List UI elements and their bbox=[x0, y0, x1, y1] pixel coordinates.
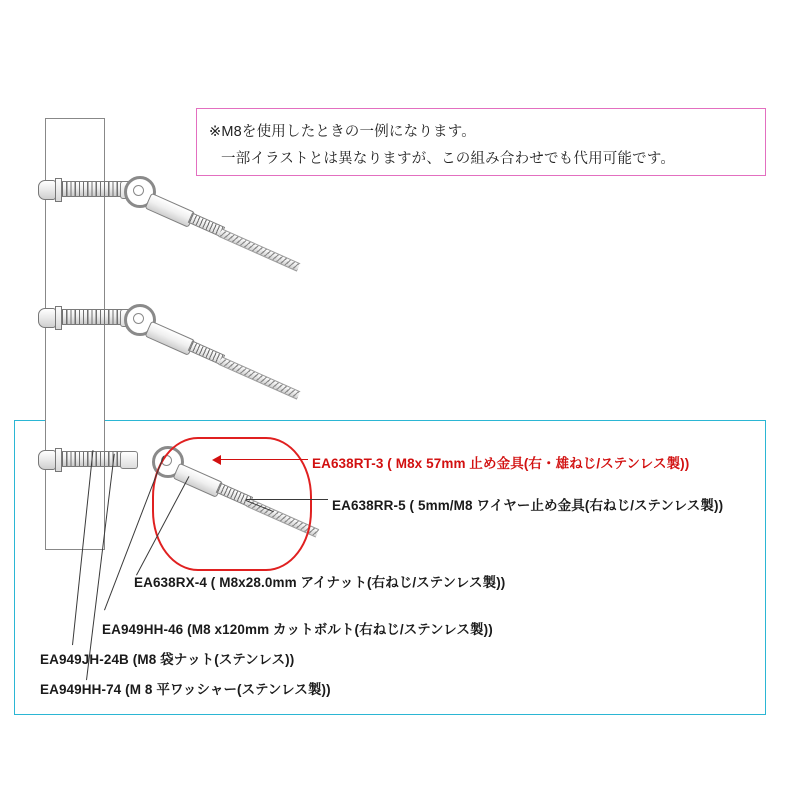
callout-label-jh24b: EA949JH-24B (M8 袋ナット(ステンレス)) bbox=[40, 652, 295, 667]
note-line-1: ※M8を使用したときの一例になります。 bbox=[209, 124, 476, 140]
focus-ring bbox=[152, 437, 312, 571]
callout-label-rt3: EA638RT-3 ( M8x 57mm 止め金具(右・雄ねじ/ステンレス製)) bbox=[312, 456, 690, 471]
leader-rr5 bbox=[246, 499, 328, 500]
leader-rt3-arrow bbox=[212, 455, 221, 465]
callout-label-rx4: EA638RX-4 ( M8x28.0mm アイナット(右ねじ/ステンレス製)) bbox=[134, 575, 506, 590]
callout-label-hh46: EA949HH-46 (M8 x120mm カットボルト(右ねじ/ステンレス製)) bbox=[102, 622, 493, 637]
eye-nut-body-icon bbox=[120, 451, 138, 469]
cap-nut-icon bbox=[38, 450, 56, 470]
callout-label-hh74: EA949HH-74 (M 8 平ワッシャー(ステンレス製)) bbox=[40, 682, 331, 697]
callout-label-rr5: EA638RR-5 ( 5mm/M8 ワイヤー止め金具(右ねじ/ステンレス製)) bbox=[332, 498, 724, 513]
leader-rt3 bbox=[218, 459, 308, 460]
note-line-2: 一部イラストとは異なりますが、この組み合わせでも代用可能です。 bbox=[221, 151, 676, 167]
